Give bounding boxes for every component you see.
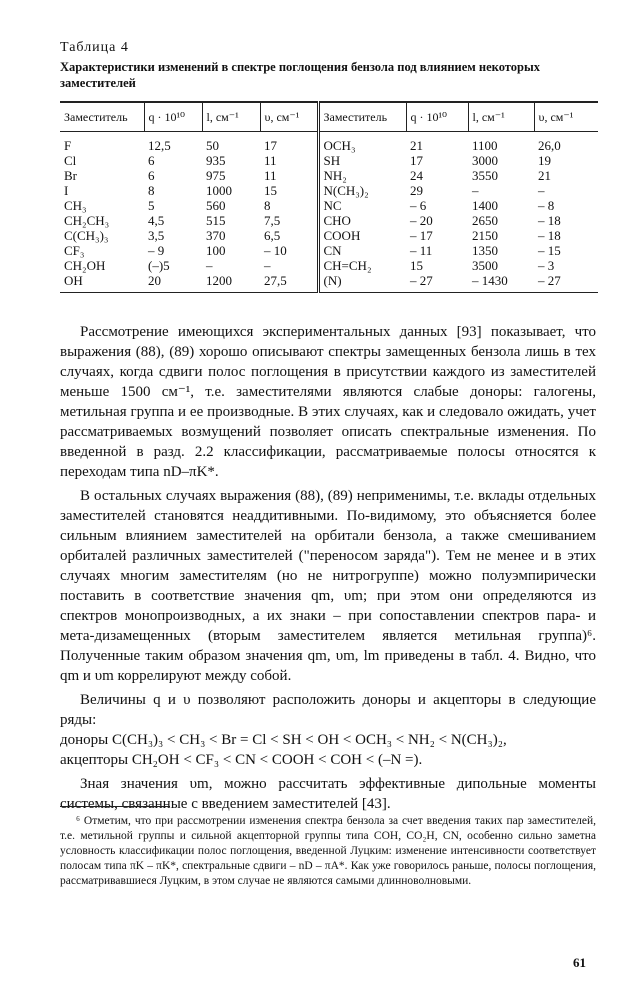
- table-label: Таблица 4: [60, 40, 129, 55]
- table-cell: 15: [410, 258, 423, 273]
- table-cell: 17: [260, 132, 318, 154]
- table-title: Характеристики изменений в спектре поглощения бензола под влиянием некоторых заместителей: [60, 60, 540, 90]
- table-cell: 1200: [206, 273, 232, 288]
- table-row: [60, 198, 598, 213]
- table-cell: 8: [260, 198, 318, 213]
- table-cell: – 20: [410, 213, 433, 228]
- table-row: [60, 273, 598, 293]
- table-cell: – 15: [538, 243, 561, 258]
- col-header: l, см⁻¹: [202, 102, 260, 132]
- table-row: [60, 213, 598, 228]
- table-header-row: [60, 102, 598, 132]
- table-cell: 3500: [472, 258, 498, 273]
- table-cell: 1100: [472, 138, 498, 153]
- table-cell: 2650: [472, 213, 498, 228]
- table-row: [60, 132, 598, 154]
- table-cell: 11: [260, 153, 318, 168]
- table-cell: OCH₃: [323, 138, 356, 153]
- table-cell: 1400: [472, 198, 498, 213]
- table-cell: NC: [323, 198, 342, 213]
- footnote-divider: [60, 806, 170, 807]
- table-cell: 20: [148, 273, 161, 288]
- col-header: υ, см⁻¹: [260, 102, 318, 132]
- col-header: l, см⁻¹: [468, 102, 534, 132]
- table-cell: – 3: [538, 258, 555, 273]
- table-cell: 560: [206, 198, 226, 213]
- table-cell: 8: [148, 183, 155, 198]
- table-cell: COOH: [323, 228, 361, 243]
- page-number: 61: [573, 955, 586, 970]
- table-cell: OH: [64, 273, 83, 288]
- table-caption: [60, 40, 600, 91]
- table-cell: 2150: [472, 228, 498, 243]
- table-cell: Br: [64, 168, 77, 183]
- table-cell: – 18: [538, 228, 561, 243]
- donor-series: доноры C(CH₃)₃ < CH₃ < Br = Cl < SH < OH < OCH₃ < NH₂ < N(CH₃)₂,: [60, 732, 507, 748]
- paragraph: Величины q и υ позволяют расположить доноры и акцепторы в следующие ряды:: [60, 692, 596, 728]
- table-cell: 5: [148, 198, 155, 213]
- table-cell: I: [64, 183, 69, 198]
- table-body: [60, 132, 598, 293]
- table-row: [60, 228, 598, 243]
- table-cell: 7,5: [260, 213, 318, 228]
- table-cell: 3,5: [148, 228, 165, 243]
- table-cell: 50: [206, 138, 219, 153]
- table-cell: –: [538, 183, 545, 198]
- table-cell: 6: [148, 168, 155, 183]
- table-cell: CH₂CH₃: [64, 213, 110, 228]
- table-cell: 11: [260, 168, 318, 183]
- table-cell: 12,5: [148, 138, 171, 153]
- table-cell: NH₂: [323, 168, 347, 183]
- table-cell: Cl: [64, 153, 77, 168]
- footnote: ⁶ Отметим, что при рассмотрении изменения спектра бензола за счет введения таких пар заместителей, т.е. метильной группы и сильной акцепторной группы типа COH, CO₂H, CN, особенно сильно заметна условность классификации полос поглощения, введенной Луцким: изменение интенсивности соответствует полосам типа πK – πK*, спектральные сдвиги – nD – πA*. Как уже говорилось раньше, полосы поглощения, рассматривавшиеся Луцким, в этом случае не являются самыми длинноволновыми.: [60, 815, 596, 887]
- table-cell: F: [64, 138, 72, 153]
- table-cell: 27,5: [260, 273, 318, 293]
- table-row: [60, 153, 598, 168]
- table-cell: (N): [323, 273, 342, 288]
- table-cell: 100: [206, 243, 226, 258]
- table-cell: CH=CH₂: [323, 258, 372, 273]
- table-cell: – 10: [260, 243, 318, 258]
- table-cell: CHO: [323, 213, 351, 228]
- table-cell: – 9: [148, 243, 165, 258]
- table-cell: 3550: [472, 168, 498, 183]
- table-cell: –: [472, 183, 479, 198]
- table-cell: – 17: [410, 228, 433, 243]
- table-cell: 975: [206, 168, 226, 183]
- table-cell: SH: [323, 153, 341, 168]
- table-cell: 370: [206, 228, 226, 243]
- paragraph: Рассмотрение имеющихся экспериментальных данных [93] показывает, что выражения (88), (89) хорошо описывают спектры замещенных бензола лишь в тех случаях, когда сдвиги полос поглощения в присутствии каждого из заместителей меньше 1500 см⁻¹, т.е. заместителями являются слабые доноры: галогены, метильная группа и ее производные. В этих случаях, как и следовало ожидать, учет рассматриваемых возмущений позволяет описать спектральные изменения. По введенной в разд. 2.2 классификации, рассматриваемые полосы относятся к переходам типа nD–πK*.: [60, 324, 596, 480]
- table-row: [60, 183, 598, 198]
- table-cell: 4,5: [148, 213, 165, 228]
- paragraph: Зная значения υm, можно рассчитать эффективные дипольные моменты системы, связанные с введением заместителей [43].: [60, 776, 596, 812]
- table-cell: C(CH₃)₃: [64, 228, 109, 243]
- table-cell: 15: [260, 183, 318, 198]
- table-cell: CN: [323, 243, 342, 258]
- table-cell: 24: [410, 168, 423, 183]
- table-cell: 935: [206, 153, 226, 168]
- table-cell: –: [260, 258, 318, 273]
- table-cell: CF₃: [64, 243, 85, 258]
- table-cell: – 11: [410, 243, 433, 258]
- table-cell: – 27: [410, 273, 433, 288]
- table-cell: 1350: [472, 243, 498, 258]
- col-header: Заместитель: [318, 102, 406, 132]
- table-cell: 515: [206, 213, 226, 228]
- table-cell: 6,5: [260, 228, 318, 243]
- table-cell: – 27: [538, 273, 561, 288]
- table-row: [60, 258, 598, 273]
- body-text: [60, 322, 596, 814]
- table-cell: –: [206, 258, 213, 273]
- table-cell: – 1430: [472, 273, 508, 288]
- col-header: Заместитель: [60, 102, 144, 132]
- table-cell: (–)5: [148, 258, 170, 273]
- table-row: [60, 243, 598, 258]
- table-cell: N(CH₃)₂: [323, 183, 369, 198]
- col-header: q · 10¹⁰: [406, 102, 468, 132]
- table-cell: CH₂OH: [64, 258, 106, 273]
- paragraph: В остальных случаях выражения (88), (89) неприменимы, т.е. вклады отдельных заместителей становятся неаддитивными. По-видимому, это объясняется более сильным влиянием заместителей на орбитали бензола, а также смешиванием орбиталей различных заместителей ("переносом заряда"). Тем не менее и в этих случаях многим заместителям (но не нитрогруппе) можно полуэмпирически поставить в соответствие значения qm, υm; при этом они определяются из спектров монопроизводных, а их знаки – при сопоставлении спектров пара- и мета-дизамещенных (вторым заместителем является метильная группа)⁶. Полученные таким образом значения qm, υm, lm приведены в табл. 4. Видно, что qm и υm коррелируют между собой.: [60, 488, 596, 684]
- table-cell: – 8: [538, 198, 555, 213]
- substituent-table: [60, 101, 598, 293]
- table-row: [60, 168, 598, 183]
- table-cell: 3000: [472, 153, 498, 168]
- table-cell: 17: [410, 153, 423, 168]
- table-cell: 1000: [206, 183, 232, 198]
- col-header: υ, см⁻¹: [538, 109, 574, 124]
- table-cell: 21: [538, 168, 551, 183]
- table-cell: 21: [410, 138, 423, 153]
- table-cell: 26,0: [538, 138, 561, 153]
- table-cell: 6: [148, 153, 155, 168]
- col-header: q · 10¹⁰: [144, 102, 202, 132]
- acceptor-series: акцепторы CH₂OH < CF₃ < CN < COOH < COH < (–N =).: [60, 752, 423, 768]
- table-cell: CH₃: [64, 198, 87, 213]
- table-cell: 19: [538, 153, 551, 168]
- table-cell: – 18: [538, 213, 561, 228]
- table-cell: 29: [410, 183, 423, 198]
- table-cell: – 6: [410, 198, 427, 213]
